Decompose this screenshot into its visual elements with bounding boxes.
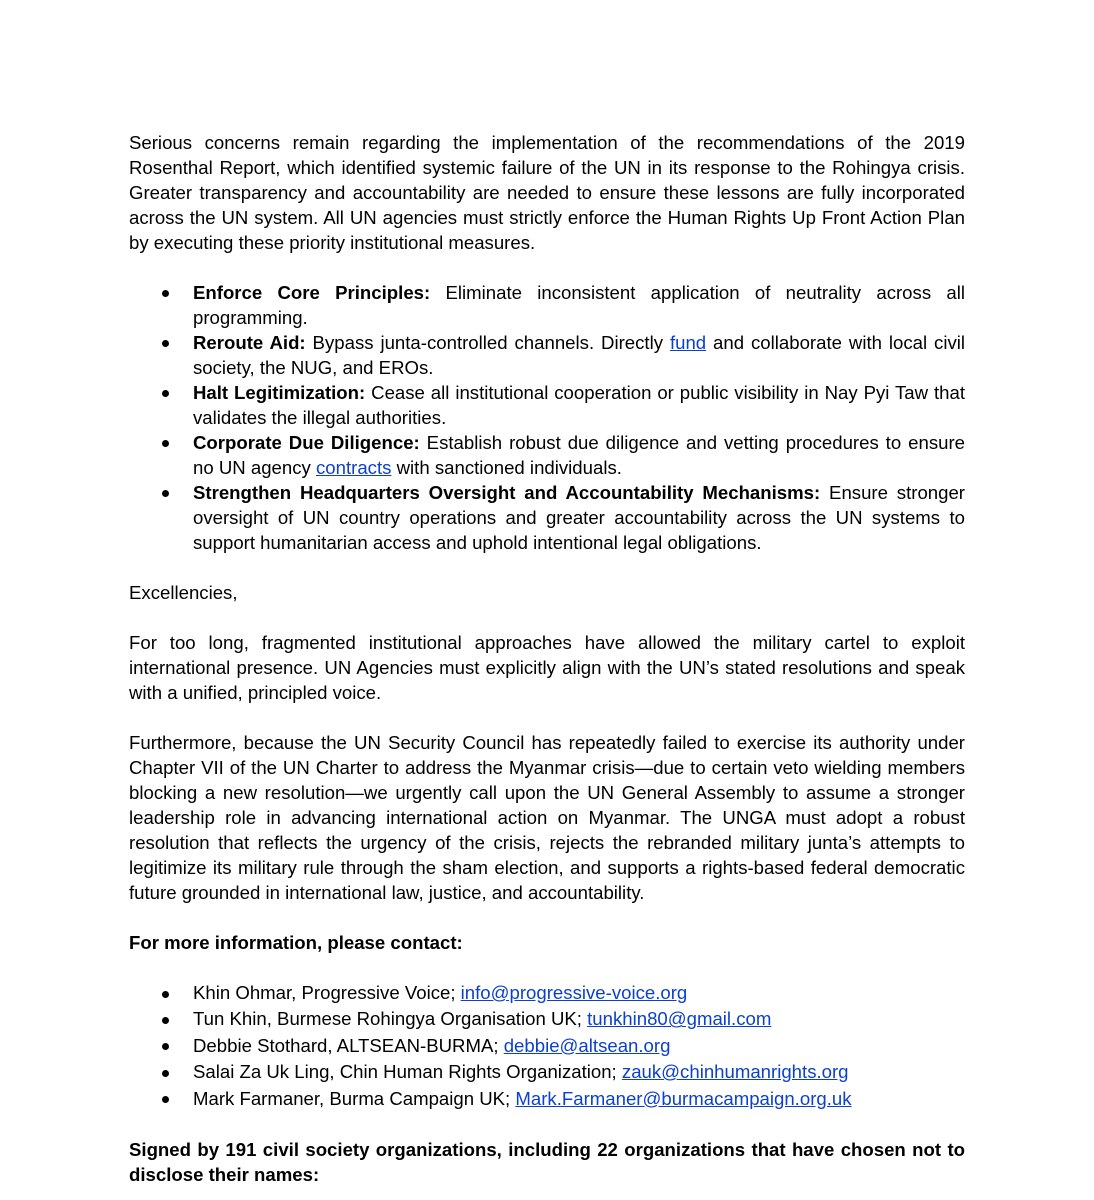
bullet-icon xyxy=(162,1070,169,1077)
list-item xyxy=(129,980,965,1006)
contact-email-link[interactable]: debbie@altsean.org xyxy=(503,1034,671,1056)
document-page xyxy=(129,130,965,1187)
fund-link[interactable]: fund xyxy=(669,332,707,353)
list-item xyxy=(129,430,965,480)
paragraph-3: Furthermore, because the UN Security Council has repeatedly failed to exercise its authority under Chapter VII of the UN Charter to address the Myanmar crisis—due to certain veto wielding members blocking a new resolution—we urgently call upon the UN General Assembly to assume a stronger leadership role in advancing international action on Myanmar. The UNGA must adopt a robust resolution that reflects the urgency of the crisis, rejects the rebranded military junta’s attempts to legitimize its military rule through the sham election, and supports a rights-based federal democratic future grounded in international law, justice, and accountability. xyxy=(129,732,965,903)
measure-title: Enforce Core Principles: xyxy=(193,282,431,303)
measure-text: with sanctioned individuals. xyxy=(391,457,622,478)
paragraph-2: For too long, fragmented institutional approaches have allowed the military cartel to exploit international presence. UN Agencies must explicitly align with the UN’s stated resolutions and speak with a unified, principled voice. xyxy=(129,632,965,703)
list-item xyxy=(129,380,965,430)
list-item xyxy=(129,1006,965,1032)
intro-paragraph: Serious concerns remain regarding the implementation of the recommendations of the 2019 Rosenthal Report, which identified systemic failure of the UN in its response to the Rohingya crisis. Greater transparency and accountability are needed to ensure these lessons are fully incorporated across the UN system. All UN agencies must strictly enforce the Human Rights Up Front Action Plan by executing these priority institutional measures. xyxy=(129,132,965,253)
measure-title: Corporate Due Diligence: xyxy=(193,432,420,453)
measure-text: Ensure stronger oversight of UN country operations and greater accountability across the UN systems to support humanitarian access and uphold intentional legal obligations. xyxy=(193,482,965,553)
list-item xyxy=(129,1086,965,1112)
contracts-link[interactable]: contracts xyxy=(316,457,392,478)
bullet-icon xyxy=(162,1043,169,1050)
contact-heading-text: For more information, please contact: xyxy=(129,932,463,953)
contact-email-link[interactable]: Mark.Farmaner@burmacampaign.org.uk xyxy=(515,1087,852,1109)
list-item xyxy=(129,1059,965,1085)
list-item xyxy=(129,280,965,330)
contact-name: Tun Khin, Burmese Rohingya Organisation UK; xyxy=(193,1008,588,1030)
contact-name: Debbie Stothard, ALTSEAN-BURMA; xyxy=(193,1034,504,1056)
bullet-icon xyxy=(162,1017,169,1024)
signed-statement xyxy=(129,1137,965,1187)
bullet-icon xyxy=(162,290,169,297)
signed-statement-text: Signed by 191 civil society organizations, including 22 organizations that have chosen not to disclose their names: xyxy=(129,1139,965,1186)
measure-title: Reroute Aid: xyxy=(193,332,306,353)
contact-heading xyxy=(129,930,965,955)
contact-name: Mark Farmaner, Burma Campaign UK; xyxy=(193,1087,516,1109)
contact-name: Salai Za Uk Ling, Chin Human Rights Organization; xyxy=(193,1061,622,1083)
contact-email-link[interactable]: tunkhin80@gmail.com xyxy=(587,1008,772,1030)
measure-text: Establish robust due diligence and vetting procedures to ensure no UN agency xyxy=(193,432,965,478)
measure-title: Strengthen Headquarters Oversight and Accountability Mechanisms: xyxy=(193,482,821,503)
measure-text: Eliminate inconsistent application of neutrality across all programming. xyxy=(193,282,965,328)
list-item xyxy=(129,480,965,555)
contacts-list xyxy=(129,980,965,1112)
bullet-icon xyxy=(162,440,169,447)
measure-text: and collaborate with local civil society, the NUG, and EROs. xyxy=(193,332,966,378)
measure-text: Cease all institutional cooperation or public visibility in Nay Pyi Taw that validates the illegal authorities. xyxy=(193,382,965,428)
contact-email-link[interactable]: info@progressive-voice.org xyxy=(460,982,688,1003)
contact-email-link[interactable]: zauk@chinhumanrights.org xyxy=(621,1061,849,1083)
bullet-icon xyxy=(162,1096,169,1103)
list-item xyxy=(129,1033,965,1059)
bullet-icon xyxy=(162,991,169,998)
measure-title: Halt Legitimization: xyxy=(193,382,366,403)
priority-measures-list xyxy=(129,280,965,555)
list-item xyxy=(129,330,965,380)
contact-name: Khin Ohmar, Progressive Voice; xyxy=(193,982,461,1003)
bullet-icon xyxy=(162,490,169,497)
bullet-icon xyxy=(162,390,169,397)
measure-text: Bypass junta-controlled channels. Directly xyxy=(305,332,670,353)
bullet-icon xyxy=(162,340,169,347)
salutation: Excellencies, xyxy=(129,582,238,603)
